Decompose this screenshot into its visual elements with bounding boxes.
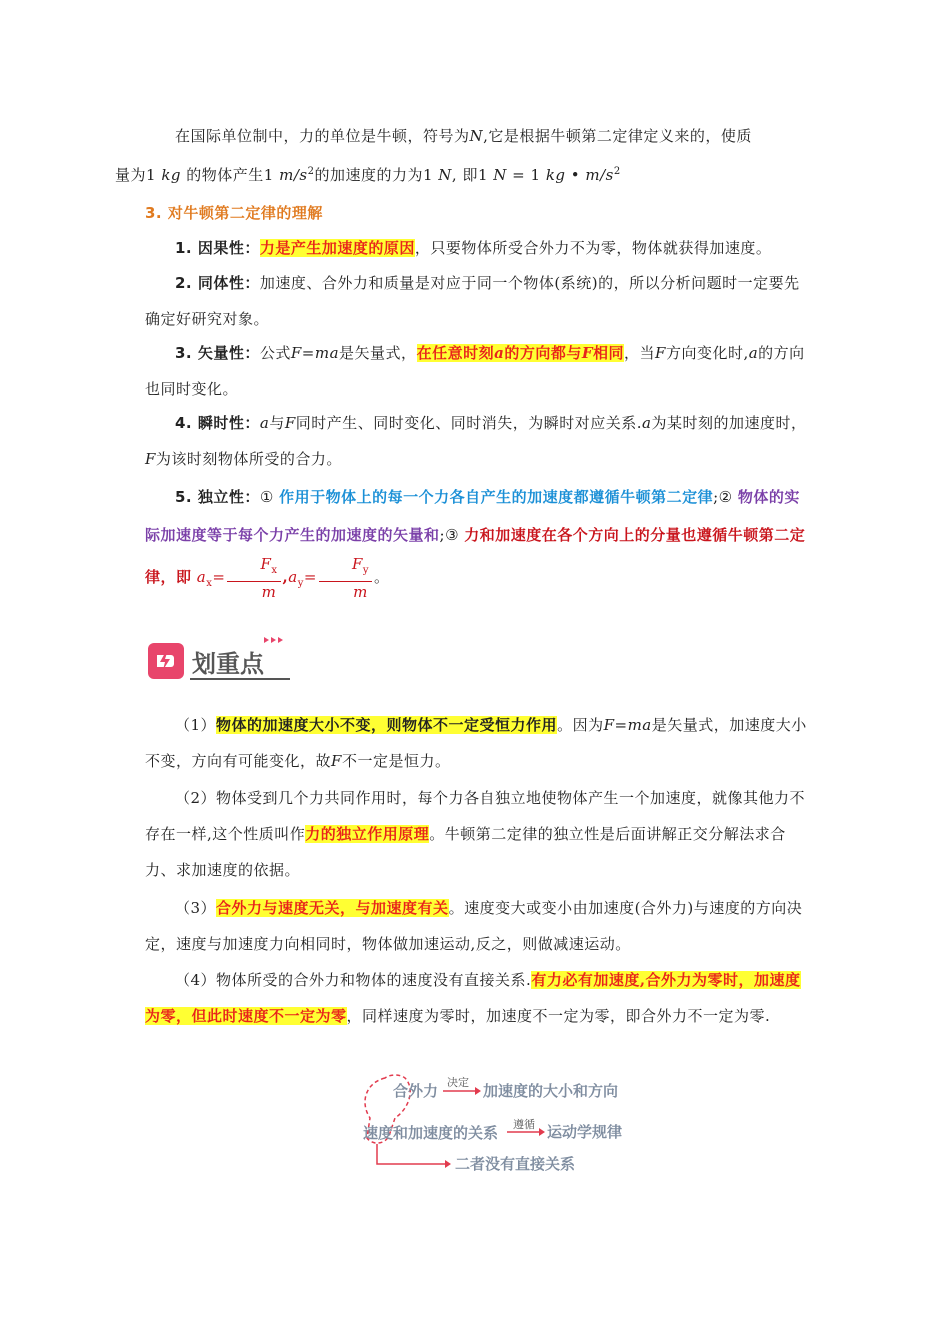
item-text: = — [301, 344, 315, 362]
item-instantaneous — [145, 405, 807, 477]
point-number: （4） — [175, 971, 217, 989]
fraction — [319, 554, 372, 602]
item-text: ，当 — [624, 344, 656, 362]
item-vector — [145, 335, 807, 407]
symbol-a: a — [196, 568, 207, 586]
highlight-text: 有力必有加速度,合外力为零时，加速度为零，但此时速度不一定为零 — [145, 971, 801, 1025]
node-acceleration: 加速度的大小和方向 — [483, 1082, 619, 1100]
highlight-text: 相同 — [592, 344, 624, 362]
point-2 — [145, 780, 807, 888]
highlight-text: 的方向都与 — [504, 344, 582, 362]
unit-kg: kg — [545, 166, 566, 184]
edge-label-determine: 决定 — [447, 1076, 469, 1089]
badge-text: 划重点 — [192, 650, 264, 678]
item-text: ;③ — [439, 526, 465, 544]
unit-ms2: m/s — [279, 166, 308, 184]
symbol-a: a — [748, 344, 759, 362]
symbol-F: F — [655, 344, 666, 362]
item-text: 。 — [374, 568, 390, 586]
key-points-badge-graphic — [148, 635, 293, 685]
intro-text: 量为1 — [115, 166, 162, 184]
node-relation: 速度和加速度的关系 — [363, 1124, 499, 1142]
symbol-m: m — [261, 583, 277, 601]
item-text: , — [282, 568, 289, 586]
highlight-text: 在任意时刻 — [416, 344, 495, 362]
point-text: = — [614, 716, 628, 734]
symbol-F: F — [290, 344, 302, 362]
item-text: 与 — [269, 414, 285, 432]
fraction — [227, 554, 280, 602]
symbol-ma: ma — [314, 344, 340, 362]
key-points-badge — [148, 635, 293, 689]
point-text: ，同样速度为零时，加速度不一定为零，即合外力不一定为零. — [346, 1007, 771, 1025]
item-text: ;② — [713, 488, 738, 506]
formula-ax: $a_x=$ $\frac{F_x}{m}$ $,a_y=$ $\frac{F_y}{m}$ — [197, 568, 374, 586]
item-causality — [145, 230, 807, 266]
item-text: ① — [259, 488, 280, 506]
highlight-text: 合外力与速度无关，与加速度有关 — [216, 899, 449, 917]
point-text: 不一定是恒力。 — [341, 752, 451, 770]
item-same-body — [145, 265, 807, 337]
unit-N: N — [469, 127, 484, 145]
subscript: y — [297, 578, 304, 589]
symbol-F: F — [581, 344, 593, 362]
point-text: 。牛顿第二定律的独立性是后面讲解正交分解法求合力、求加速度的依据。 — [145, 825, 786, 879]
point-number: （2） — [175, 789, 217, 807]
point-4 — [145, 962, 807, 1034]
point-text: 物体受到几个力共同作用时，每个力各自独立地使物体产生一个加速度，就像其他力不存在一样,这个性质叫作 — [145, 789, 806, 843]
arrows-icon — [264, 637, 283, 643]
unit-kg: kg — [161, 166, 182, 184]
symbol-F: F — [351, 555, 363, 573]
symbol-F: F — [145, 450, 156, 468]
intro-text: 的加速度的力为1 — [314, 166, 439, 184]
arrow-head-icon — [445, 1160, 451, 1168]
red-text: 力和加速度在各个方向上的分量也遵循牛顿第二定律，即 — [145, 526, 806, 586]
node-kinematics: 运动学规律 — [547, 1123, 623, 1141]
superscript: 2 — [613, 166, 621, 177]
blue-text: 作用于物体上的每一个力各自产生的加速度都遵循牛顿第二定律 — [279, 488, 714, 506]
arrow-head-icon — [475, 1087, 481, 1095]
intro-text: = 1 — [506, 166, 546, 184]
item-text: 方向变化时, — [665, 344, 749, 362]
symbol-F: F — [284, 414, 296, 432]
item-label: 3. 矢量性： — [175, 344, 260, 362]
item-label: 5. 独立性： — [175, 488, 260, 506]
item-text: 为某时刻的加速度时， — [651, 414, 807, 432]
symbol-F: F — [603, 716, 615, 734]
item-text: 的方向也同时变化。 — [145, 344, 805, 398]
item-independence — [145, 478, 807, 603]
symbol-F: F — [260, 555, 272, 573]
highlight-text: 力是产生加速度的原因 — [259, 239, 415, 257]
symbol-m: m — [353, 583, 368, 601]
relation-diagram — [355, 1068, 645, 1182]
unit-N: N — [493, 166, 507, 184]
item-label: 4. 瞬时性： — [175, 414, 260, 432]
intro-text: 在国际单位制中，力的单位是牛顿，符号为 — [175, 127, 470, 145]
intro-text: • — [565, 166, 586, 184]
arrow-line — [377, 1144, 445, 1164]
item-label: 2. 同体性： — [175, 274, 260, 292]
item-text: 是矢量式， — [339, 344, 417, 362]
intro-text: 的物体产生1 — [181, 166, 280, 184]
point-1 — [145, 707, 807, 779]
intro-paragraph — [115, 118, 807, 193]
point-number: （3） — [175, 899, 217, 917]
arrow-head-icon — [539, 1128, 545, 1136]
highlight-text: 力的独立作用原理 — [305, 825, 430, 843]
item-text: 加速度、合外力和质量是对应于同一个物体(系统)的，所以分析问题时一定要先确定好研究对象。 — [145, 274, 800, 328]
point-text: 。因为 — [557, 716, 604, 734]
superscript: 2 — [307, 166, 315, 177]
point-text: 是矢量式，加速度大小不变，方向有可能变化，故 — [145, 716, 807, 770]
point-3 — [145, 890, 807, 962]
purple-text: 物体的实际加速度等于每个力产生的加速度的矢量和 — [145, 488, 800, 544]
subscript: y — [362, 565, 370, 576]
highlight-text: 物体的加速度大小不变，则物体不一定受恒力作用 — [216, 716, 558, 734]
point-text: 物体所受的合外力和物体的速度没有直接关系. — [216, 971, 532, 989]
item-text: 公式 — [259, 344, 291, 362]
point-text: 。速度变大或变小由加速度(合外力)与速度的方向决定，速度与加速度力向相同时，物体做加速运动,反之，则做减速运动。 — [145, 899, 803, 953]
item-text: 为该时刻物体所受的合力。 — [155, 450, 342, 468]
intro-text: ,它是根据牛顿第二定律定义来的，使质 — [483, 127, 752, 145]
item-text: ，只要物体所受合外力不为零，物体就获得加速度。 — [414, 239, 772, 257]
subscript: x — [271, 565, 278, 576]
relation-diagram-svg — [355, 1068, 645, 1178]
node-force: 合外力 — [393, 1082, 439, 1100]
symbol-a: a — [642, 414, 652, 432]
unit-N: N — [438, 166, 452, 184]
symbol-F: F — [331, 752, 342, 770]
symbol-a: a — [259, 414, 270, 432]
item-text: 同时产生、同时变化、同时消失，为瞬时对应关系. — [295, 414, 643, 432]
node-no-relation: 二者没有直接关系 — [455, 1155, 576, 1173]
item-label: 1. 因果性： — [175, 239, 260, 257]
unit-ms2: m/s — [585, 166, 614, 184]
point-number: （1） — [175, 716, 217, 734]
symbol-a: a — [494, 344, 505, 362]
symbol-ma: ma — [627, 716, 652, 734]
symbol-a: a — [288, 568, 298, 586]
edge-label-follow: 遵循 — [513, 1118, 535, 1131]
subscript: x — [206, 578, 213, 589]
intro-text: , 即1 — [451, 166, 494, 184]
section-title: 3. 对牛顿第二定律的理解 — [145, 204, 323, 222]
